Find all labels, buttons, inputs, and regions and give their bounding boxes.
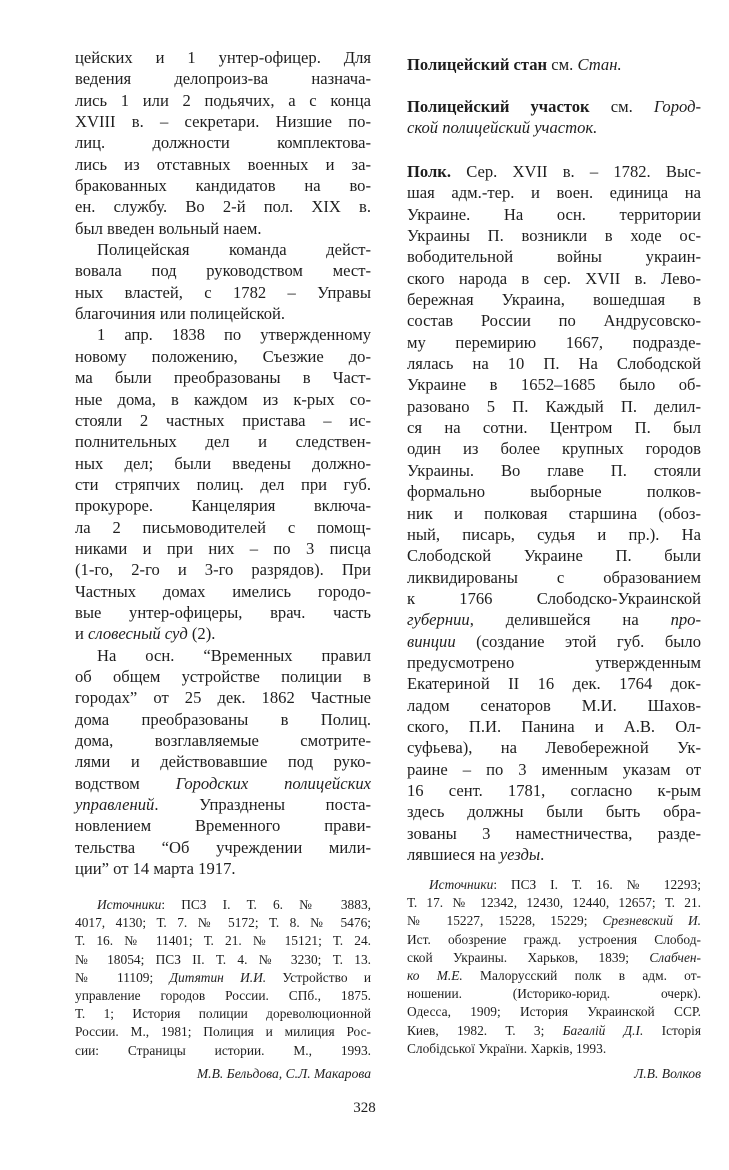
- italic-text: винции: [407, 631, 456, 651]
- text-line: шая адм.-тер. и воен. единица на: [407, 183, 701, 203]
- entry-headword: Полк.: [407, 162, 452, 181]
- text-line: Одесса, 1909; История Украинской ССР.: [407, 1004, 701, 1020]
- text-line: На осн. “Временных правил: [97, 645, 371, 665]
- text-line: [75, 773, 371, 794]
- text-line: бережная Украина, вошедшая в: [407, 290, 701, 310]
- text-run: и: [75, 624, 89, 644]
- text-line: [407, 1022, 701, 1040]
- text-run: (создание этой губ. было: [455, 631, 701, 651]
- text-line: Екатериной II 16 дек. 1764 док-: [407, 674, 701, 694]
- text-line: цейских и 1 унтер-офицер. Для: [75, 48, 371, 67]
- italic-text: Стан.: [577, 55, 622, 74]
- text-line: городах” от 25 дек. 1862 Частные: [75, 688, 371, 708]
- left-column-sources: [75, 896, 371, 1060]
- text-line: [407, 161, 701, 182]
- text-line: Украины. Во главе П. стояли: [407, 460, 701, 480]
- italic-text: уезды: [499, 845, 541, 864]
- italic-text: управлений: [75, 795, 155, 815]
- text-line: му перемирию 1667, подразде-: [407, 332, 701, 352]
- text-line: ведения делопроиз-ва назнача-: [75, 69, 371, 89]
- text-run: см.: [589, 97, 654, 116]
- text-line: ные дома, в каждом из к-рых со-: [75, 389, 371, 409]
- text-line: здесь должны были быть обра-: [407, 802, 701, 822]
- text-line: ен. службу. Во 2-й пол. XIX в.: [75, 197, 371, 217]
- text-line: Т. 17. № 12342, 12430, 12440, 12657; Т. 21.: [407, 895, 701, 911]
- text-line: формально выборные полков-: [407, 482, 701, 502]
- text-line: ся на сотни. Центром П. был: [407, 418, 701, 438]
- italic-text: ко М.Е.: [407, 967, 463, 983]
- text-line: [75, 969, 371, 987]
- text-line: Полицейская команда дейст-: [97, 240, 371, 260]
- text-line: к 1766 Слободско-Украинской: [407, 588, 701, 608]
- left-column-author: М.В. Бельдова, С.Л. Макарова: [196, 1066, 371, 1081]
- text-line: [407, 631, 701, 652]
- text-line: вовала под руководством мест-: [75, 261, 371, 281]
- text-line: 16 сент. 1781, согласно к-рым: [407, 780, 701, 800]
- italic-text: Городских полицейских: [175, 773, 371, 793]
- right-column-sources: [407, 876, 701, 1058]
- text-run: .: [540, 845, 545, 864]
- paragraph: [75, 47, 371, 239]
- italic-text: словесный суд: [88, 624, 188, 644]
- text-line: никами и при них – по 3 писца: [75, 538, 371, 558]
- text-line: [75, 623, 371, 644]
- italic-text: Дитятин И.И.: [169, 969, 267, 985]
- text-run: , делившейся на: [469, 610, 671, 630]
- text-line: XVIII в. – секретари. Низшие по-: [75, 112, 371, 132]
- italic-text: Город-: [653, 97, 701, 116]
- text-line: ный, писарь, судья и пр.). На: [407, 524, 701, 544]
- text-run: : ПСЗ I. Т. 6. № 3883,: [161, 897, 371, 912]
- text-line: Слобідської України. Харків, 1993.: [407, 1040, 607, 1056]
- text-line: суфьева), на Левобережной Ук-: [407, 738, 701, 758]
- text-line: тельства “Об учреждении мили-: [75, 837, 371, 857]
- text-line: [407, 117, 701, 138]
- text-run: Малорусский полк в адм. от-: [462, 967, 702, 983]
- text-line: лись 1 или 2 подьячих, а с конца: [75, 90, 371, 110]
- text-line: Украины П. возникли в ходе ос-: [407, 226, 701, 246]
- text-line: зованы 3 наместничества, разде-: [407, 823, 701, 843]
- text-line: ского, П.И. Панина и А.В. Ол-: [407, 716, 701, 736]
- text-run: № 15227, 15228, 15229;: [407, 913, 603, 929]
- text-line: прокуроре. Канцелярия включа-: [75, 496, 371, 516]
- text-line: ции” от 14 марта 1917.: [75, 859, 236, 879]
- text-line: ношении. (Историко-юрид. очерк).: [407, 986, 701, 1002]
- text-line: вые унтер-офицеры, врач. часть: [75, 602, 371, 622]
- italic-text: Багалій Д.І.: [562, 1022, 644, 1038]
- text-line: лиц. должности комплектова-: [75, 133, 371, 153]
- text-line: [407, 844, 701, 865]
- text-line: дома преобразованы в Полиц.: [75, 709, 371, 729]
- text-line: состав России по Андрусовско-: [407, 311, 701, 331]
- text-line: Украине. На осн. территории: [407, 204, 701, 224]
- text-line: лись из отставных военных и за-: [75, 154, 371, 174]
- text-line: был введен вольный наем.: [75, 218, 262, 238]
- text-line: России. М., 1981; Полиция и милиция Рос-: [75, 1024, 371, 1040]
- text-run: (2).: [187, 624, 216, 644]
- text-line: вободительной войны украин-: [407, 247, 701, 267]
- text-line: (1-го, 2-го и 3-го разрядов). При: [75, 560, 371, 580]
- entry-headword: Полицейский участок: [407, 97, 590, 116]
- entry-polk: [407, 161, 701, 865]
- text-line: 1 апр. 1838 по утвержденному: [97, 325, 371, 345]
- text-run: Історія: [643, 1022, 701, 1038]
- italic-text: ской полицейский участок.: [407, 118, 598, 138]
- entry-politseisky-stan: [407, 54, 701, 75]
- paragraph: [75, 324, 371, 644]
- text-line: управление городов России. СПб., 1875.: [75, 987, 371, 1003]
- italic-text: Срезневский И.: [602, 913, 701, 929]
- text-run: водством: [75, 773, 176, 793]
- text-line: 4017, 4130; Т. 7. № 5172; Т. 8. № 5476;: [75, 915, 371, 931]
- text-line: [407, 54, 701, 75]
- text-line: ладом сенаторов М.И. Шахов-: [407, 695, 701, 715]
- text-line: разовано 5 П. Каждый П. делил-: [407, 396, 701, 416]
- text-line: ликвидированы с образованием: [407, 567, 701, 587]
- text-run: Сер. XVII в. – 1782. Выс-: [451, 162, 701, 181]
- text-line: один из более крупных городов: [407, 439, 701, 459]
- text-line: сти стряпчих полиц. дел при губ.: [75, 474, 371, 494]
- text-line: [75, 794, 371, 815]
- text-line: Т. 1; История полиции дореволюционной: [75, 1006, 371, 1022]
- text-run: Киев, 1982. Т. 3;: [407, 1022, 563, 1038]
- text-line: дома, возглавляемые смотрите-: [75, 731, 371, 750]
- right-column-author: Л.В. Волков: [634, 1066, 701, 1081]
- text-line: лями и действовавшие под руко-: [75, 752, 371, 772]
- paragraph: [75, 239, 371, 324]
- italic-text: губернии: [407, 610, 470, 630]
- text-line: [407, 967, 701, 985]
- text-line: ма были преобразованы в Част-: [75, 368, 371, 388]
- text-line: бракованных кандидатов на во-: [75, 176, 371, 196]
- text-run: лявшиеся на: [407, 845, 500, 864]
- italic-text: Слабчен-: [649, 949, 701, 965]
- text-run: . Упразднены поста-: [154, 795, 371, 815]
- text-run: см.: [547, 55, 578, 74]
- text-line: раине – по 3 именным указам от: [407, 759, 701, 779]
- text-line: ных властей, с 1782 – Управы: [75, 282, 371, 302]
- text-line: № 18054; ПСЗ II. Т. 4. № 3230; Т. 13.: [75, 951, 371, 967]
- text-line: ник и полковая старшина (обоз-: [407, 503, 701, 523]
- entry-politseisky-uchastok: [407, 96, 701, 139]
- text-line: предусмотрено утвержденным: [407, 652, 701, 672]
- page-number: 328: [353, 1100, 376, 1116]
- text-line: лялась на 10 П. На Слободской: [407, 354, 701, 374]
- italic-text: про-: [670, 610, 701, 630]
- text-line: об общем устройстве полиции в: [75, 666, 371, 686]
- text-line: стояли 2 частных пристава – ис-: [75, 410, 371, 430]
- left-column-article-text: [75, 47, 371, 879]
- entry-headword: Полицейский стан: [407, 55, 548, 74]
- text-line: новому положению, Съезжие до-: [75, 346, 371, 366]
- text-line: благочиния или полицейской.: [75, 304, 286, 324]
- text-line: [407, 876, 701, 894]
- text-line: полнительных дел и следствен-: [75, 432, 371, 452]
- text-line: Ист. обозрение гражд. устроения Слобод-: [407, 931, 701, 947]
- text-run: ской Украины. Харьков, 1839;: [407, 949, 650, 965]
- text-line: ных дел; были введены должно-: [75, 453, 371, 473]
- text-line: [407, 912, 701, 930]
- text-line: новлением Временного прави-: [75, 816, 371, 836]
- text-line: [75, 896, 371, 914]
- text-line: ла 2 письмоводителей с помощ-: [75, 517, 371, 537]
- text-line: Т. 16. № 11401; Т. 21. № 15121; Т. 24.: [75, 933, 371, 949]
- text-line: [407, 949, 701, 967]
- text-run: Устройство и: [266, 969, 371, 985]
- text-line: [407, 609, 701, 630]
- text-line: Слободской Украине П. были: [407, 546, 701, 566]
- italic-text: Источники: [97, 897, 162, 912]
- italic-text: Источники: [429, 877, 494, 892]
- text-line: ского народа в сер. XVII в. Лево-: [407, 268, 701, 288]
- text-run: № 11109;: [75, 969, 170, 985]
- text-line: Украине в 1652–1685 было об-: [407, 375, 701, 395]
- text-run: : ПСЗ I. Т. 16. № 12293;: [493, 877, 701, 892]
- paragraph: [75, 645, 371, 880]
- text-line: сии: Страницы истории. М., 1993.: [75, 1042, 371, 1058]
- text-line: Частных домах имелись городо-: [75, 581, 371, 601]
- text-line: [407, 96, 701, 117]
